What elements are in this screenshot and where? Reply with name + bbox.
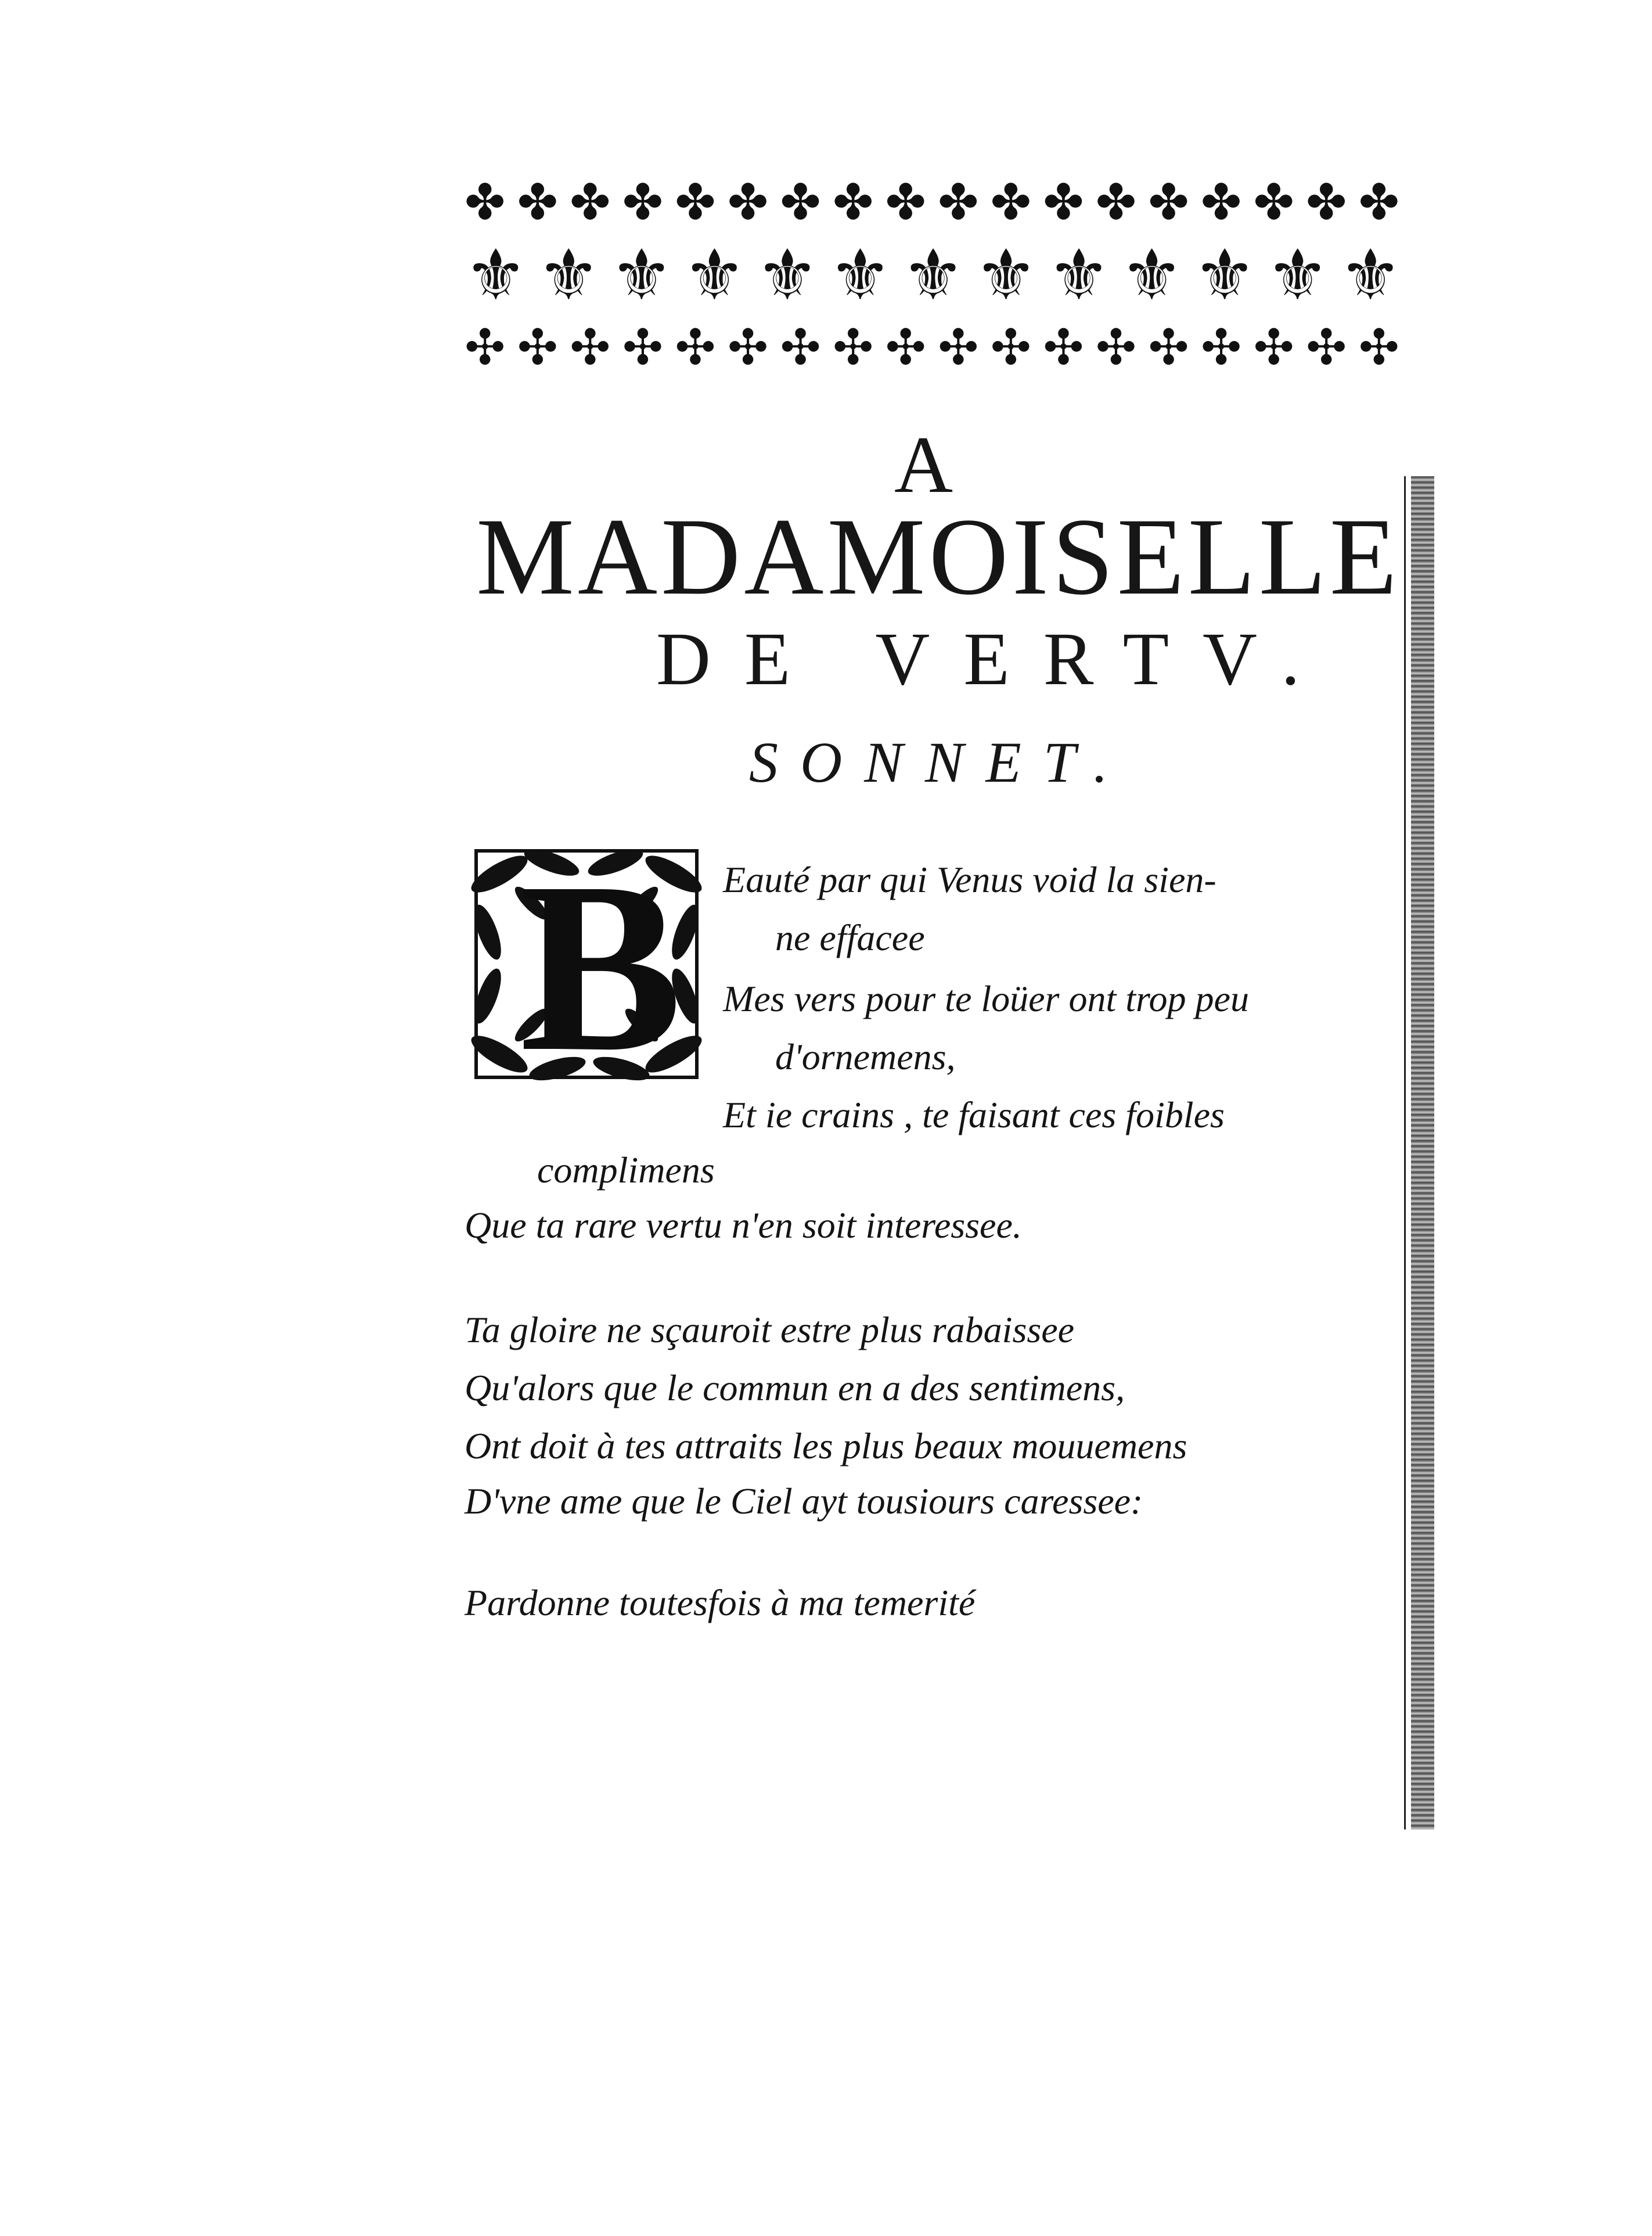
drop-cap <box>465 832 708 1102</box>
fleur-de-lis-icon: ⚜ <box>1266 237 1327 314</box>
fleuron-icon: ✤ <box>1200 176 1242 230</box>
verse-line-2: Mes vers pour te loüer ont trop peu <box>723 978 1249 1019</box>
fleuron-icon: ✣ <box>465 321 506 375</box>
fleur-de-lis-icon: ⚜ <box>1120 237 1181 314</box>
fleuron-icon: ✣ <box>1148 321 1189 375</box>
fleuron-icon: ✣ <box>780 321 821 375</box>
fleuron-icon: ✣ <box>727 321 769 375</box>
fleur-de-lis-icon: ⚜ <box>1048 237 1108 314</box>
verse-line-3: Et ie crains , te faisant ces foibles <box>723 1094 1225 1135</box>
heading-madamoiselle: MADAMOISELLE <box>476 496 1401 618</box>
fleuron-icon: ✤ <box>727 176 769 230</box>
fleuron-icon: ✤ <box>517 176 558 230</box>
fleuron-icon: ✤ <box>675 176 716 230</box>
fleuron-icon: ✣ <box>832 321 874 375</box>
fleuron-icon: ✤ <box>1306 176 1347 230</box>
verse-line-5: Ta gloire ne sçauroit estre plus rabaissee <box>465 1309 1075 1350</box>
fleuron-icon: ✤ <box>1148 176 1189 230</box>
verse-line-1-cont: ne effacee <box>775 917 925 958</box>
fleuron-icon: ✣ <box>622 321 664 375</box>
fleur-de-lis-icon: ⚜ <box>902 237 962 314</box>
page-edge-line <box>1404 476 1406 1829</box>
verse-line-1: Eauté par qui Venus void la sien- <box>723 859 1216 900</box>
ornament-row-top <box>465 174 1399 232</box>
ornament-band <box>465 174 1399 378</box>
ornament-row-middle <box>465 232 1399 319</box>
fleuron-icon: ✤ <box>1358 176 1399 230</box>
fleuron-icon: ✣ <box>1358 321 1399 375</box>
fleuron-icon: ✣ <box>1253 321 1294 375</box>
fleur-de-lis-icon: ⚜ <box>829 237 890 314</box>
verse-line-9: Pardonne toutesfois à ma temerité <box>465 1582 976 1623</box>
page-edge-shadow <box>1411 476 1434 1829</box>
fleuron-icon: ✤ <box>780 176 821 230</box>
fleuron-icon: ✣ <box>1306 321 1347 375</box>
fleuron-icon: ✤ <box>1095 176 1137 230</box>
verse-line-8: D'vne ame que le Ciel ayt tousiours caressee: <box>465 1480 1143 1522</box>
fleuron-icon: ✤ <box>622 176 664 230</box>
heading-a: A <box>894 420 956 510</box>
fleur-de-lis-icon: ⚜ <box>610 237 671 314</box>
drop-cap-letter: B <box>520 832 683 1102</box>
fleuron-icon: ✣ <box>675 321 716 375</box>
fleur-de-lis-icon: ⚜ <box>465 237 525 314</box>
subtitle-sonnet: SONNET. <box>749 730 1130 795</box>
fleur-de-lis-icon: ⚜ <box>683 237 744 314</box>
fleuron-icon: ✤ <box>570 176 611 230</box>
fleuron-icon: ✤ <box>990 176 1032 230</box>
fleur-de-lis-icon: ⚜ <box>1339 237 1399 314</box>
verse-line-2-cont: d'ornemens, <box>775 1036 956 1077</box>
verse-line-7: Ont doit à tes attraits les plus beaux mouuemens <box>465 1425 1187 1466</box>
fleuron-icon: ✣ <box>990 321 1032 375</box>
verse-line-4: Que ta rare vertu n'en soit interessee. <box>465 1205 1022 1246</box>
fleuron-icon: ✤ <box>832 176 874 230</box>
fleuron-icon: ✣ <box>1043 321 1084 375</box>
heading-de-vertu: DE VERTV. <box>656 617 1334 701</box>
fleuron-icon: ✤ <box>885 176 926 230</box>
fleuron-icon: ✣ <box>517 321 558 375</box>
fleuron-icon: ✣ <box>1200 321 1242 375</box>
fleuron-icon: ✣ <box>938 321 979 375</box>
verse-line-3-cont: complimens <box>537 1149 715 1191</box>
ornament-row-bottom <box>465 319 1399 378</box>
fleuron-icon: ✣ <box>1095 321 1137 375</box>
fleuron-icon: ✣ <box>570 321 611 375</box>
fleuron-icon: ✣ <box>885 321 926 375</box>
fleuron-icon: ✤ <box>465 176 506 230</box>
fleur-de-lis-icon: ⚜ <box>974 237 1035 314</box>
fleur-de-lis-icon: ⚜ <box>756 237 816 314</box>
fleuron-icon: ✤ <box>1043 176 1084 230</box>
fleuron-icon: ✤ <box>1253 176 1294 230</box>
verse-line-6: Qu'alors que le commun en a des sentimens, <box>465 1367 1125 1408</box>
fleur-de-lis-icon: ⚜ <box>1193 237 1254 314</box>
fleuron-icon: ✤ <box>938 176 979 230</box>
fleur-de-lis-icon: ⚜ <box>537 237 598 314</box>
